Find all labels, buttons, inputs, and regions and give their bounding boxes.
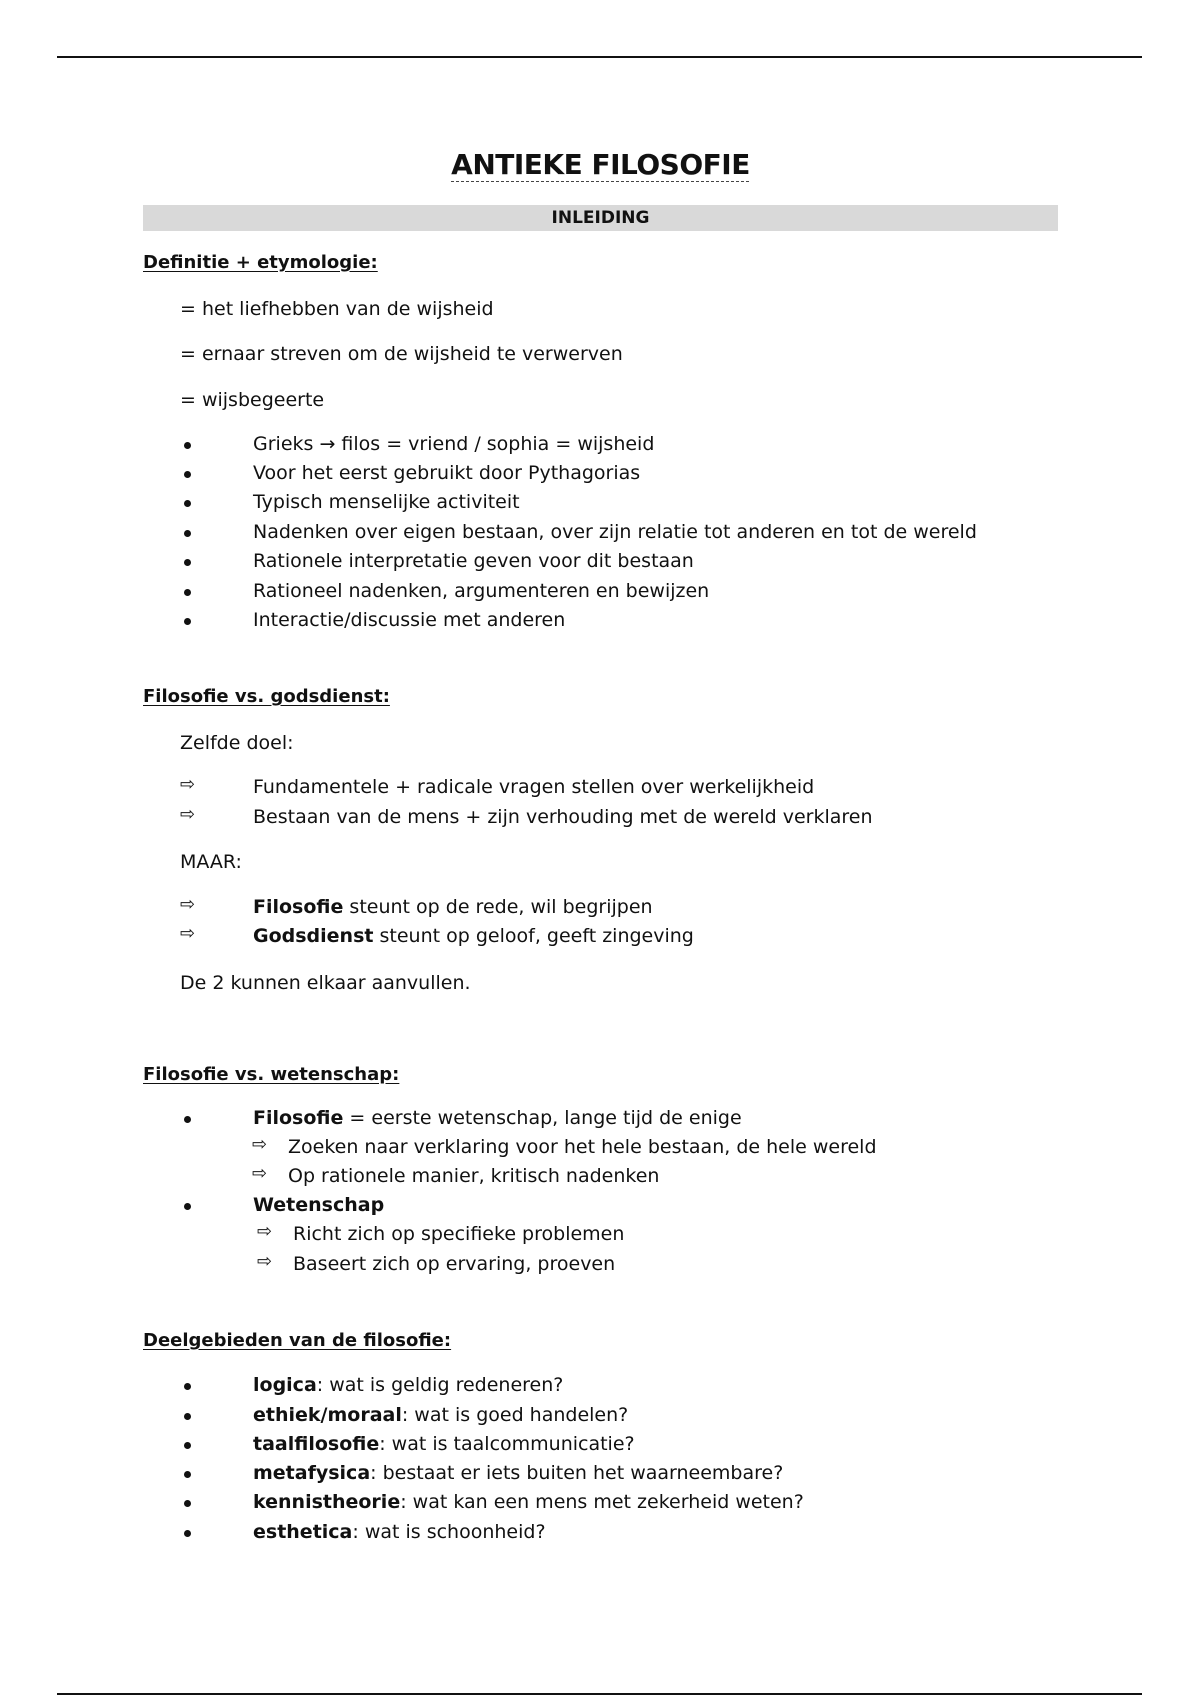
- arrow-right-icon: ⇨: [180, 923, 196, 944]
- top-rule: [57, 56, 1142, 58]
- heading-definitie: Definitie + etymologie:: [143, 252, 378, 273]
- bottom-rule: [57, 1693, 1142, 1695]
- arrow-right-icon: ⇨: [252, 1163, 268, 1184]
- arrow-right-icon: ⇨: [180, 804, 196, 825]
- intro-line: Zelfde doel:: [180, 732, 294, 754]
- maar-line: MAAR:: [180, 851, 242, 873]
- definition-line: = het liefhebben van de wijsheid: [180, 298, 494, 320]
- conclusion-line: De 2 kunnen elkaar aanvullen.: [180, 972, 471, 994]
- heading-godsdienst: Filosofie vs. godsdienst:: [143, 686, 390, 707]
- heading-wetenschap: Filosofie vs. wetenschap:: [143, 1064, 400, 1085]
- arrow-right-icon: ⇨: [180, 774, 196, 795]
- arrow-right-icon: ⇨: [257, 1251, 273, 1272]
- arrow-right-icon: ⇨: [252, 1134, 268, 1155]
- definition-line: = wijsbegeerte: [180, 389, 325, 411]
- heading-deelgebieden: Deelgebieden van de filosofie:: [143, 1330, 452, 1351]
- section-banner: INLEIDING: [143, 205, 1058, 231]
- page-title: ANTIEKE FILOSOFIE: [451, 148, 750, 181]
- arrow-right-icon: ⇨: [257, 1221, 273, 1242]
- definition-line: = ernaar streven om de wijsheid te verwerven: [180, 343, 623, 365]
- arrow-right-icon: ⇨: [180, 894, 196, 915]
